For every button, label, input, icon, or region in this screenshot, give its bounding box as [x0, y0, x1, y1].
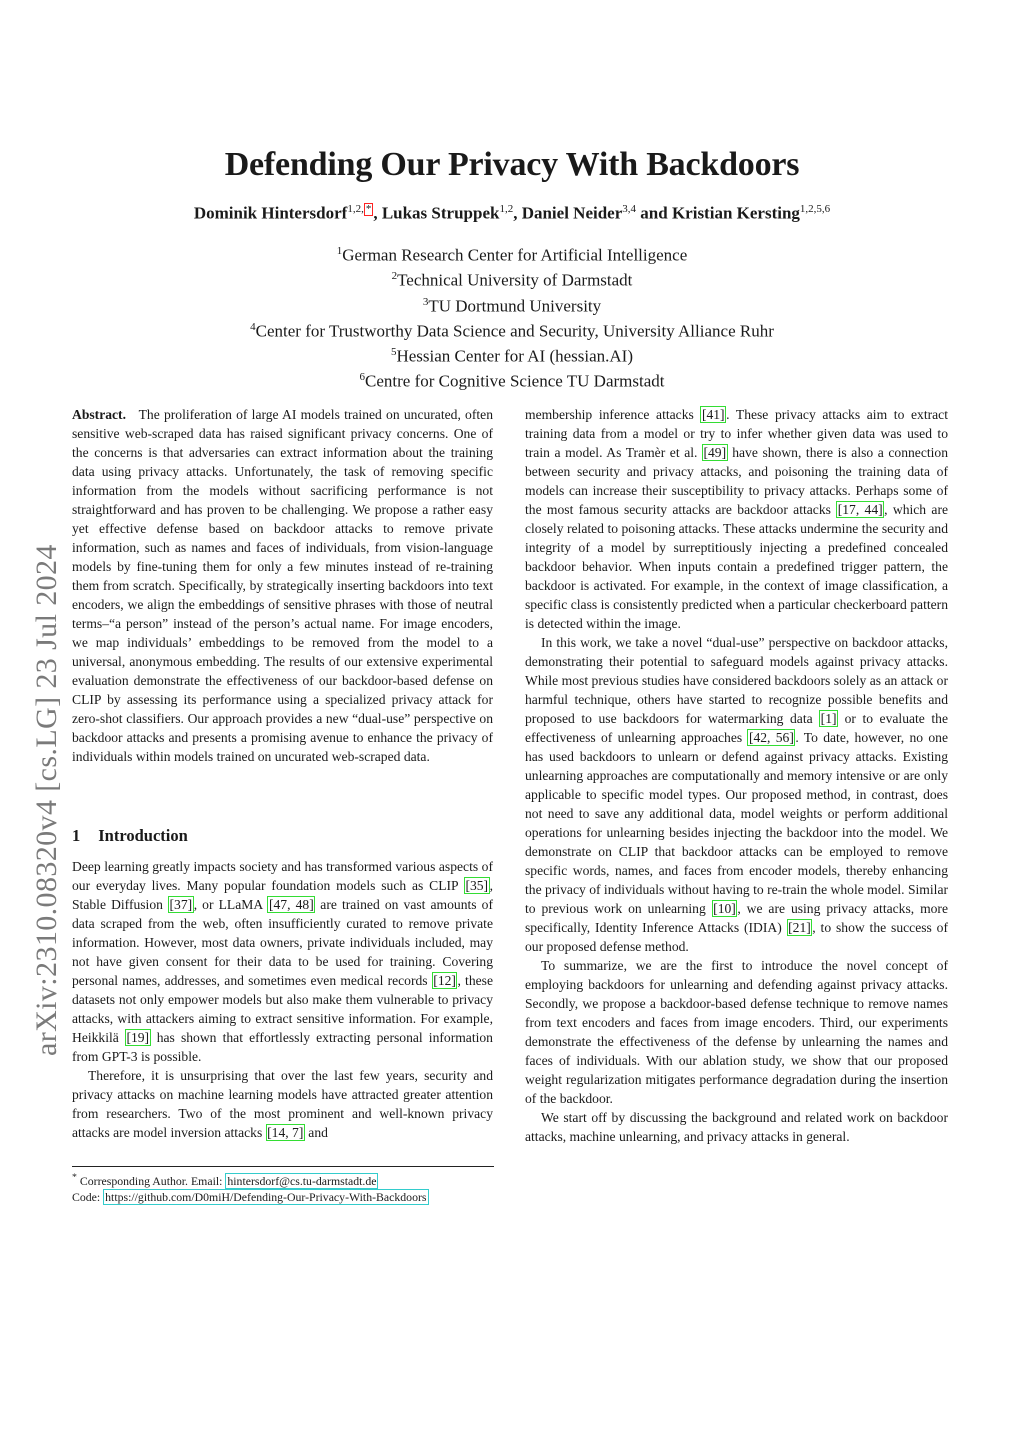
paragraph-text: We start off by discussing the background and related work on backdoor attacks, machine unlearning, and privacy attacks in general.: [525, 1110, 948, 1144]
citation-link[interactable]: [19]: [126, 1030, 150, 1045]
citation-link[interactable]: [10]: [713, 901, 736, 916]
affiliation: $^5$Hessian Center for AI (hessian.AI): [390, 346, 633, 366]
paragraph: [525, 405, 948, 633]
section-heading: [72, 826, 188, 846]
citation-link[interactable]: [42, 56]: [748, 730, 794, 745]
affiliation-list: [0, 241, 1024, 393]
footnote-rule: [72, 1166, 494, 1167]
paragraph: [525, 956, 948, 1108]
paragraph-text: In this work, we take a novel “dual-use” perspective on backdoor attacks, demonstrating their potential to safeguard models against privacy attacks. While most previous studies have considered backdoors solely as an attack or harmful technique, others have started to recognize possible benefits and proposed to use backdoors for watermarking data: [525, 635, 948, 726]
abstract-label: Abstract.: [72, 407, 126, 422]
footnote-corresponding: * Corresponding Author. Email: hintersdorf@cs.tu-darmstadt.de: [72, 1172, 377, 1188]
paragraph-text: To summarize, we are the first to introduce the novel concept of employing backdoors for unlearning and defending against privacy attacks. Secondly, we propose a backdoor-based defense technique to remove names from text encoders and faces from image encoders. Third, our experiments demonstrate the effectiveness of the defense by unlearning the names and faces of individuals. With our ablation study, we show that our proposed weight regularization mitigates performance degradation during the insertion of the backdoor.: [525, 958, 948, 1106]
paragraph: [72, 857, 493, 1066]
author-name: Dominik Hintersdorf: [193, 203, 348, 223]
author-list: [0, 203, 1024, 224]
abstract: [72, 405, 493, 766]
section-title: Introduction: [98, 826, 188, 845]
author-affil-sup: 1,2: [499, 203, 514, 215]
corresponding-author-link[interactable]: *: [365, 203, 372, 215]
paragraph-text: . To date, however, no one has used backdoors to unlearn or defend against privacy attacks. Existing unlearning approaches are computationally and memory intensive or are only applicable to specific model types. Our proposed method, in contrast, does not need to save any additional data, model weights or perform additional operations for unlearning besides injecting the backdoor into the model. We demonstrate on CLIP that backdoor attacks can be employed to remove specific words, names, and faces from encoder models, thereby enhancing the privacy of individuals without having to re-train the whole model. Similar to previous work on unlearning: [525, 730, 948, 916]
paper-title: Defending Our Privacy With Backdoors: [224, 146, 800, 183]
intro-left-column: [72, 857, 493, 1142]
email-link[interactable]: hintersdorf@cs.tu-darmstadt.de: [227, 1173, 377, 1188]
footnotes: [72, 1170, 502, 1205]
author-affil-sup: 1,2,: [347, 203, 364, 215]
affiliation: $^3$TU Dortmund University: [422, 295, 602, 316]
paragraph: [72, 1066, 493, 1142]
paragraph: [525, 1108, 948, 1146]
affiliation: $^6$Centre for Cognitive Science TU Darmstadt: [359, 371, 665, 391]
author-name: Daniel Neider: [521, 203, 623, 223]
author-separator: and: [636, 203, 672, 223]
paragraph-text: have shown, there is also a connection between security and privacy attacks, and poisoning the training data of models can increase their susceptibility to privacy attacks. Perhaps some of the most famous security attacks are backdoor attacks: [525, 445, 949, 517]
citation-link[interactable]: [17, 44]: [837, 502, 883, 517]
paragraph-text: and: [304, 1125, 328, 1140]
author-name: Kristian Kersting: [671, 203, 800, 223]
paragraph-text: , to show the success of our proposed defense method.: [525, 920, 948, 954]
paragraph-text: has shown that effortlessly extracting personal information from GPT-3 is possible.: [72, 1030, 493, 1064]
citation-link[interactable]: [14, 7]: [267, 1125, 304, 1140]
paragraph: [525, 633, 948, 956]
author-affil-sup: 3,4: [622, 203, 637, 215]
paragraph-text: , these datasets not only empower models but also make them vulnerable to privacy attacks, with attackers aiming to extract sensitive information. For example, Heikkilä: [72, 973, 493, 1045]
citation-link[interactable]: [49]: [703, 445, 727, 460]
citation-link[interactable]: [41]: [701, 407, 725, 422]
citation-link[interactable]: [21]: [788, 920, 811, 935]
abstract-text: The proliferation of large AI models trained on uncurated, often sensitive web-scraped data has raised significant privacy concerns. One of the concerns is that adversaries can extract information about the training data using privacy attacks. Unfortunately, the task of removing specific information from the models without sacrificing performance is not straightforward and has proven to be challenging. We propose a rather easy yet effective defense based on backdoor attacks to remove private information, such as names and faces of individuals, from vision-language models by fine-tuning them for only a few minutes instead of re-training them from scratch. Specifically, by strategically inserting backdoors into text encoders, we align the embeddings of sensitive phrases with those of neutral terms–“a person” instead of the person’s actual name. For image encoders, we map individuals’ embeddings to be removed from the model to a universal, anonymous embedding. The results of our extensive experimental evaluation demonstrate the effectiveness of our backdoor-based defense on CLIP by assessing its performance using a specialized privacy attack for zero-shot classifiers. Our approach provides a new “dual-use” perspective on backdoor attacks and presents a promising avenue to enhance the privacy of individuals within models trained on uncurated web-scraped data.: [72, 407, 493, 764]
affiliation: $^1$German Research Center for Artificial Intelligence: [336, 245, 688, 265]
paragraph-text: Deep learning greatly impacts society and has transformed various aspects of our everyday lives. Many popular foundation models such as CLIP: [72, 859, 493, 893]
citation-link[interactable]: [12]: [433, 973, 456, 988]
citation-link[interactable]: [35]: [465, 878, 489, 893]
footnote-code: Code: https://github.com/D0miH/Defending-Our-Privacy-With-Backdoors: [72, 1189, 427, 1204]
paragraph-text: are trained on vast amounts of data scraped from the web, often insufficiently curated to remove private information. However, most data owners, private individuals included, may not have given consent for their data to be used for training. Covering personal names, addresses, and sometimes even medical records: [72, 897, 493, 988]
intro-right-column: [525, 405, 948, 1146]
author-affil-sup: 1,2,5,6: [799, 203, 831, 215]
citation-link[interactable]: [37]: [169, 897, 193, 912]
author-separator: ,: [373, 203, 382, 223]
paragraph-text: . These privacy attacks aim to extract training data from a model or try to infer whether given data was used to train a model. As Tramèr et al.: [525, 407, 948, 460]
paragraph-text: , which are closely related to poisoning attacks. These attacks undermine the security and integrity of a model by surreptitiously injecting a predefined concealed backdoor behavior. When inputs contain a predefined trigger pattern, the backdoor is activated. For example, in the context of image classification, a specific class is consistently predicted when a particular checkerboard pattern is detected within the image.: [525, 502, 949, 631]
paragraph-text: membership inference attacks: [525, 407, 701, 422]
affiliation: $^4$Center for Trustworthy Data Science and Security, University Alliance Ruhr: [250, 320, 774, 341]
author-separator: ,: [513, 203, 522, 223]
author-name: Lukas Struppek: [381, 203, 500, 223]
citation-link[interactable]: [1]: [820, 711, 837, 726]
paragraph-text: or to evaluate the effectiveness of unlearning approaches: [525, 711, 948, 745]
code-link[interactable]: https://github.com/D0miH/Defending-Our-Privacy-With-Backdoors: [105, 1189, 427, 1204]
paragraph-text: , we are using privacy attacks, more specifically, Identity Inference Attacks (IDIA): [525, 901, 948, 935]
citation-link[interactable]: [47, 48]: [268, 897, 314, 912]
affiliation: $^2$Technical University of Darmstadt: [391, 270, 633, 290]
paragraph-text: , Stable Diffusion: [72, 878, 493, 912]
arxiv-stamp: arXiv:2310.08320v4 [cs.LG] 23 Jul 2024: [30, 544, 63, 1056]
paragraph-text: , or LLaMA: [193, 897, 268, 912]
paragraph-text: Therefore, it is unsurprising that over the last few years, security and privacy attacks on machine learning models have attracted greater attention from researchers. Two of the most prominent and well-known privacy attacks are model inversion attacks: [72, 1068, 493, 1140]
section-number: 1: [72, 826, 81, 845]
